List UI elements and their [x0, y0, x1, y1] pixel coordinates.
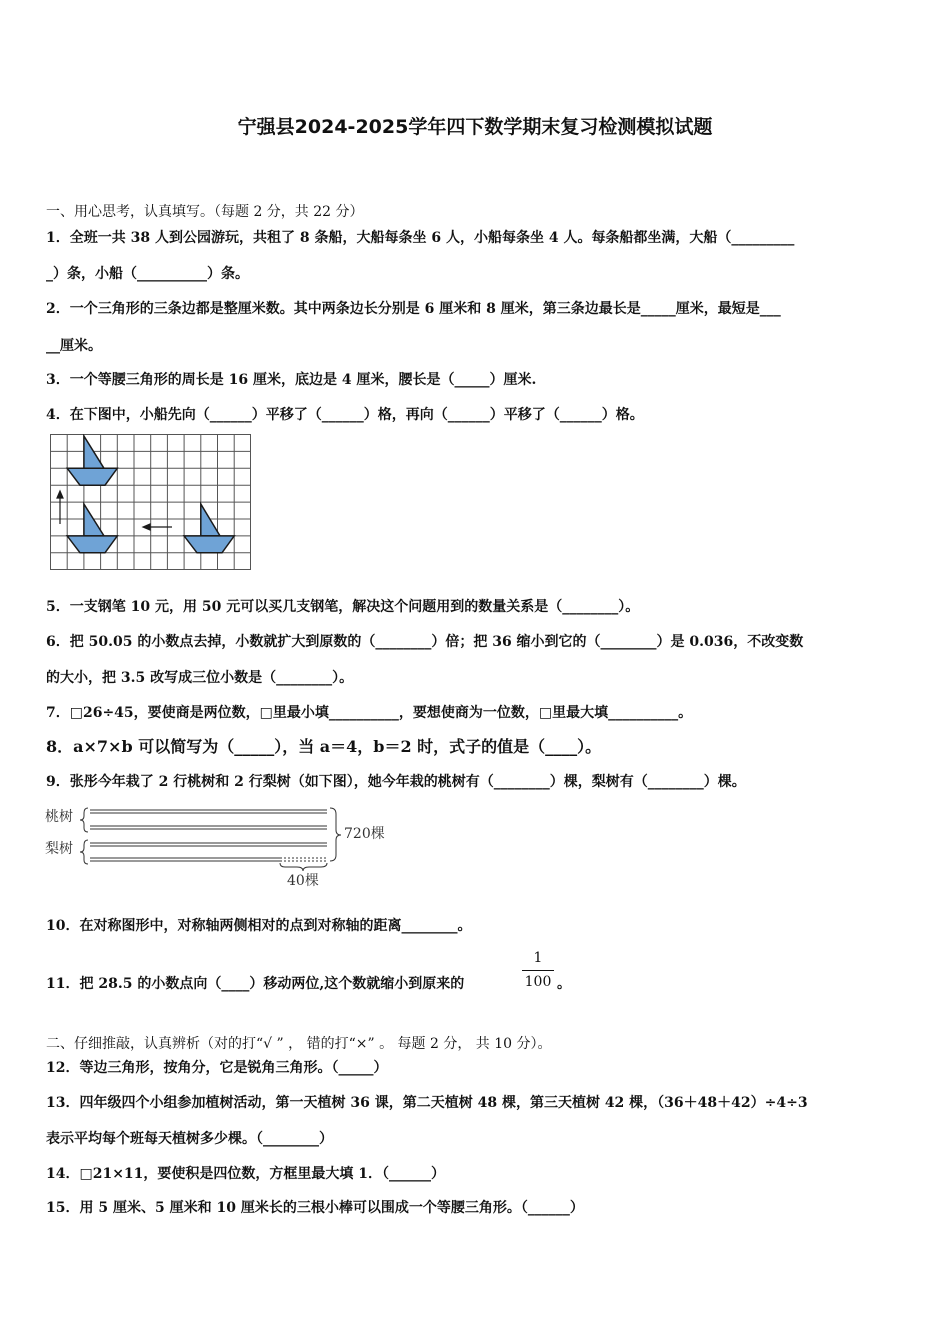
boat-grid-figure [50, 434, 252, 572]
question-13-line-2: 表示平均每个班每天植树多少棵。（________） [46, 1131, 333, 1147]
question-13-line-1: 13．四年级四个小组参加植树活动，第一天植树 36 课，第二天植树 48 棵，第三天植树 42 棵，（36＋48＋42）÷4÷3 [46, 1095, 808, 1111]
question-8: 8．a×7×b 可以简写为（_____），当 a＝4，b＝2 时，式子的值是（____）。 [46, 737, 602, 756]
question-3: 3．一个等腰三角形的周长是 16 厘米，底边是 4 厘米，腰长是（_____）厘米. [46, 372, 537, 388]
question-1-line-2: _）条，小船（__________）条。 [46, 266, 249, 282]
boat-original [67, 436, 117, 485]
tree-rows-figure [42, 800, 402, 888]
fraction [522, 949, 554, 991]
question-6-line-2: 的大小，把 3.5 改写成三位小数是（________）。 [46, 670, 354, 686]
peach-label: 桃树 [45, 809, 73, 825]
section1-heading: 一、用心思考，认真填写。（每题 2 分，共 22 分） [46, 204, 364, 220]
question-2-line-2: __厘米。 [46, 338, 102, 354]
question-11-end: 。 [557, 976, 571, 992]
question-2-line-1: 2．一个三角形的三条边都是整厘米数。其中两条边长分别是 6 厘米和 8 厘米，第三条边最长是_____厘米，最短是___ [46, 301, 781, 317]
total-label: 720棵 [344, 826, 385, 842]
question-10: 10．在对称图形中，对称轴两侧相对的点到对称轴的距离________。 [46, 918, 472, 934]
pear-brace [80, 840, 88, 864]
diff-brace [280, 863, 327, 871]
question-7: 7．□26÷45，要使商是两位数，□里最小填__________，要想使商为一位数，□里最大填__________。 [46, 705, 693, 721]
peach-brace [80, 808, 88, 832]
fraction-numerator: 1 [533, 950, 543, 966]
question-15: 15．用 5 厘米、5 厘米和 10 厘米长的三根小棒可以围成一个等腰三角形。（______） [46, 1200, 584, 1216]
boat-middle [67, 504, 117, 553]
question-1-line-1: 1．全班一共 38 人到公园游玩，共租了 8 条船，大船每条坐 6 人，小船每条坐 4 人。每条船都坐满，大船（_________ [46, 230, 795, 246]
pear-label: 梨树 [45, 841, 73, 857]
diff-label: 40棵 [287, 873, 319, 888]
question-12: 12．等边三角形，按角分，它是锐角三角形。（_____） [46, 1060, 388, 1076]
boat-hull [184, 536, 234, 553]
question-4: 4．在下图中，小船先向（______）平移了（______）格，再向（______）平移了（______）格。 [46, 407, 644, 423]
boat-hull [67, 536, 117, 553]
fraction-denominator: 100 [524, 974, 552, 990]
question-11-text: 11．把 28.5 的小数点向（____）移动两位,这个数就缩小到原来的 [46, 976, 465, 992]
boat-start [184, 504, 234, 553]
question-14: 14．□21×11，要使积是四位数，方框里最大填 1．（______） [46, 1166, 446, 1182]
boat-hull [67, 468, 117, 485]
total-brace [330, 808, 341, 861]
question-6-line-1: 6．把 50.05 的小数点去掉，小数就扩大到原数的（________）倍；把 36 缩小到它的（________）是 0.036，不改变数 [46, 634, 804, 650]
section2-heading: 二、仔细推敲，认真辨析（对的打“√ ” ， 错的打“×” 。 每题 2 分， 共 10 分）。 [46, 1036, 552, 1052]
question-5: 5．一支钢笔 10 元，用 50 元可以买几支钢笔，解决这个问题用到的数量关系是（________）。 [46, 599, 640, 615]
fraction-bar [522, 970, 554, 971]
question-11 [46, 974, 464, 994]
question-9: 9．张彤今年栽了 2 行桃树和 2 行梨树（如下图），她今年栽的桃树有（________）棵，梨树有（________）棵。 [46, 774, 746, 790]
page-title: 宁强县2024-2025学年四下数学期末复习检测模拟试题 [237, 116, 713, 138]
